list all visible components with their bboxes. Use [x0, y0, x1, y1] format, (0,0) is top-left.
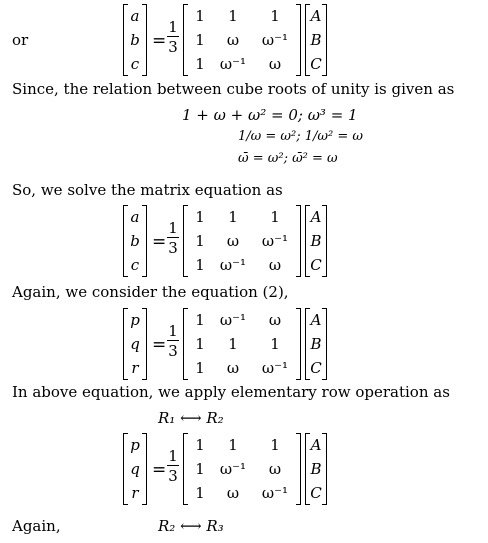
lhs-vector [123, 205, 147, 277]
lhs-entry: r [131, 484, 139, 502]
coefficient-matrix [183, 205, 301, 277]
rhs-entry: A [310, 208, 322, 226]
matrix-entry: 1 [195, 256, 205, 274]
rhs-vector [305, 205, 327, 277]
rhs-entry: C [310, 55, 322, 73]
lhs-entry: c [130, 256, 140, 274]
one-third-fraction [167, 18, 179, 55]
matrix-entry: 1 [270, 208, 280, 226]
conjugate-relation: ω̄ = ω²; ω̄² = ω [238, 151, 338, 166]
again-label: Again, [12, 517, 61, 535]
rhs-entry: C [310, 484, 322, 502]
matrix-entry: 1 [195, 359, 205, 377]
matrix-entry: 1 [195, 55, 205, 73]
coefficient-matrix [183, 308, 301, 380]
lhs-entry: a [130, 208, 140, 226]
matrix-entry: 1 [195, 460, 205, 478]
matrix-entry: ω [268, 55, 282, 73]
rhs-entry: B [310, 232, 322, 250]
matrix-entry: 1 [228, 436, 238, 454]
fraction-denominator: 3 [168, 239, 178, 257]
equals-sign: = [152, 335, 167, 355]
rhs-vector [305, 433, 327, 505]
fraction-numerator: 1 [168, 447, 178, 465]
fraction-numerator: 1 [168, 322, 178, 340]
matrix-entry: ω [268, 460, 282, 478]
equals-sign: = [152, 460, 167, 480]
lhs-entry: q [130, 460, 140, 478]
coefficient-matrix [183, 4, 301, 76]
matrix-entry: 1 [228, 7, 238, 25]
lhs-entry: c [130, 55, 140, 73]
lhs-entry: a [130, 7, 140, 25]
matrix-entry: ω⁻¹ [219, 311, 247, 329]
since-text: Since, the relation between cube roots of unity is given as [12, 80, 455, 98]
matrix-entry: 1 [195, 208, 205, 226]
matrix-entry: ω⁻¹ [219, 55, 247, 73]
matrix-entry: ω⁻¹ [219, 460, 247, 478]
row-operation-1: R₁ ⟷ R₂ [158, 409, 224, 427]
matrix-entry: 1 [228, 208, 238, 226]
matrix-entry: 1 [195, 232, 205, 250]
lhs-entry: b [130, 232, 140, 250]
matrix-entry: ω [268, 311, 282, 329]
matrix-equation-4 [123, 433, 343, 505]
rhs-entry: C [310, 359, 322, 377]
matrix-entry: 1 [270, 436, 280, 454]
one-third-fraction [167, 322, 179, 359]
rhs-entry: A [310, 7, 322, 25]
lhs-entry: r [131, 359, 139, 377]
matrix-entry: 1 [270, 335, 280, 353]
fraction-numerator: 1 [168, 219, 178, 237]
equals-sign: = [152, 31, 167, 51]
equals-sign: = [152, 232, 167, 252]
matrix-equation-1 [123, 4, 333, 76]
matrix-entry: ω [226, 359, 240, 377]
matrix-entry: ω⁻¹ [261, 484, 289, 502]
matrix-entry: ω⁻¹ [261, 232, 289, 250]
lhs-vector [123, 308, 147, 380]
rhs-entry: B [310, 31, 322, 49]
fraction-numerator: 1 [168, 18, 178, 36]
lhs-vector [123, 4, 147, 76]
matrix-entry: 1 [195, 436, 205, 454]
lhs-entry: b [130, 31, 140, 49]
matrix-entry: 1 [195, 31, 205, 49]
rhs-vector [305, 4, 327, 76]
rhs-entry: A [310, 311, 322, 329]
matrix-entry: 1 [228, 335, 238, 353]
matrix-entry: 1 [195, 7, 205, 25]
matrix-entry: 1 [195, 335, 205, 353]
one-third-fraction [167, 219, 179, 256]
lhs-entry: p [130, 436, 140, 454]
cube-relation: 1 + ω + ω² = 0; ω³ = 1 [182, 106, 358, 124]
matrix-entry: ω⁻¹ [261, 359, 289, 377]
rhs-entry: B [310, 460, 322, 478]
matrix-entry: 1 [195, 484, 205, 502]
fraction-denominator: 3 [168, 467, 178, 485]
fraction-denominator: 3 [168, 38, 178, 56]
or-label: or [12, 31, 29, 49]
rhs-entry: B [310, 335, 322, 353]
again-text: Again, we consider the equation (2), [12, 283, 289, 301]
matrix-entry: ω [226, 232, 240, 250]
lhs-vector [123, 433, 147, 505]
one-third-fraction [167, 447, 179, 484]
coefficient-matrix [183, 433, 301, 505]
rhs-entry: C [310, 256, 322, 274]
fraction-denominator: 3 [168, 342, 178, 360]
matrix-equation-2 [123, 205, 333, 277]
matrix-entry: 1 [195, 311, 205, 329]
above-text: In above equation, we apply elementary row operation as [12, 383, 450, 401]
matrix-entry: ω⁻¹ [219, 256, 247, 274]
rhs-entry: A [310, 436, 322, 454]
matrix-entry: ω⁻¹ [261, 31, 289, 49]
matrix-entry: ω [226, 31, 240, 49]
matrix-entry: ω [268, 256, 282, 274]
so-text: So, we solve the matrix equation as [12, 181, 283, 199]
lhs-entry: q [130, 335, 140, 353]
matrix-equation-3 [123, 308, 333, 380]
row-operation-2: R₂ ⟷ R₃ [158, 517, 224, 535]
reciprocal-relation: 1/ω = ω²; 1/ω² = ω [238, 129, 363, 144]
matrix-entry: ω [226, 484, 240, 502]
matrix-entry: 1 [270, 7, 280, 25]
rhs-vector [305, 308, 327, 380]
lhs-entry: p [130, 311, 140, 329]
